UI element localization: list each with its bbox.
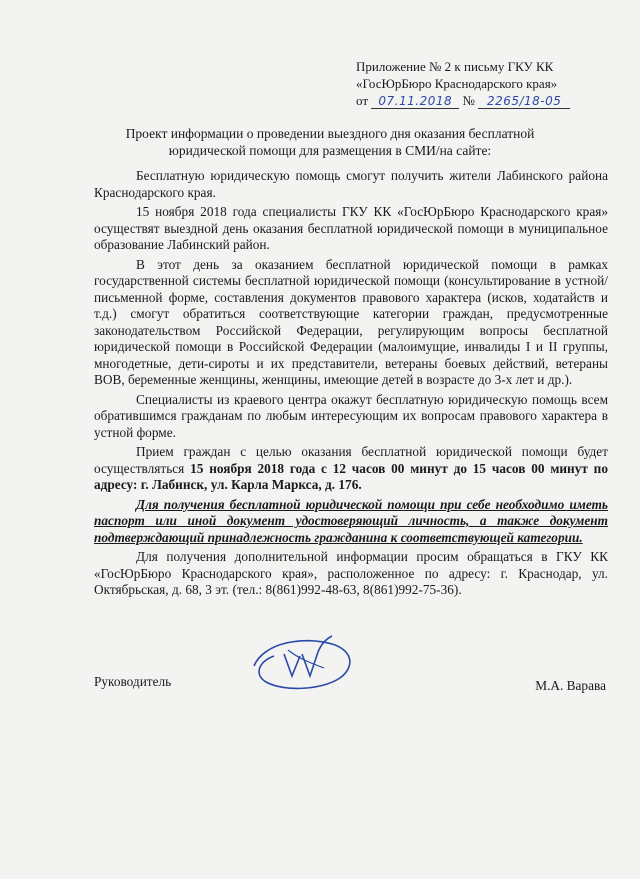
appendix-line-3: [356, 92, 626, 109]
appendix-block: [356, 58, 626, 109]
paragraph-2: 15 ноября 2018 года специалисты ГКУ КК «ГосЮрБюро Краснодарского края» осуществят выездной день оказания бесплатной юридической помощи в муниципальное образование Лабинский район.: [94, 204, 608, 252]
paragraph-5-bold: 15 ноября 2018 года с 12 часов 00 минут до 15 часов 00 минут по адресу: г. Лабинск, ул. Карла Маркса, д. 176.: [94, 460, 608, 492]
paragraph-1: Бесплатную юридическую помощь смогут получить жители Лабинского района Краснодарского края.: [94, 168, 608, 200]
handwritten-number: 2265/18-05: [478, 94, 570, 109]
number-label: №: [462, 93, 475, 108]
appendix-line-2: «ГосЮрБюро Краснодарского края»: [356, 76, 558, 91]
paragraph-5: [94, 444, 608, 494]
signature-role: Руководитель: [94, 674, 172, 689]
signature-name: М.А. Варава: [535, 678, 606, 693]
appendix-line-1: Приложение № 2 к письму ГКУ КК: [356, 59, 554, 74]
paragraph-4: Специалисты из краевого центра окажут бесплатную юридическую помощь всем обратившимся гражданам по любым интересующим их вопросам правового характера в устной форме.: [94, 391, 608, 440]
document-body: [94, 168, 608, 602]
document-title: Проект информации о проведении выездного дня оказания бесплатной юридической помощи для размещения в СМИ/на сайте:: [125, 126, 535, 158]
paragraph-6-notice: Для получения бесплатной юридической помощи при себе необходимо иметь паспорт или иной документ удостоверяющий личность, а также документ подтверждающий принадлежность гражданина к соответствующей категории.: [94, 496, 608, 545]
paragraph-7: Для получения дополнительной информации просим обращаться в ГКУ КК «ГосЮрБюро Краснодарского края», расположенное по адресу: г. Краснодар, ул. Октябрьская, д. 68, 3 эт. (тел.: 8(861)992-48-63, 8(861)992-75-36).: [94, 549, 608, 597]
paragraph-5-text: Прием граждан с целью оказания бесплатной юридической помощи будет осуществляться: [94, 444, 608, 476]
handwritten-signature: [244, 632, 364, 696]
from-label: от: [356, 93, 369, 108]
signature-row: [94, 672, 606, 692]
handwritten-date: 07.11.2018: [371, 94, 459, 109]
paragraph-3: В этот день за оказанием бесплатной юридической помощи в рамках государственной системы бесплатной юридической помощи (консультирование в устной/письменной форме, составления документов правового характера (исков, ходатайств и т.д.) смогут обратиться соответствующие категории граждан, предусмотренные законодательством Российской Федерации, регулирующим вопросы бесплатной юридической помощи в Российской Федерации (малоимущие, инвалиды I и II группы, многодетные, дети-сироты и их представители, ветераны боевых действий, ветераны ВОВ, беременные женщины, женщины, имеющие детей в возрасте до 3-х лет и др.).: [94, 256, 608, 387]
